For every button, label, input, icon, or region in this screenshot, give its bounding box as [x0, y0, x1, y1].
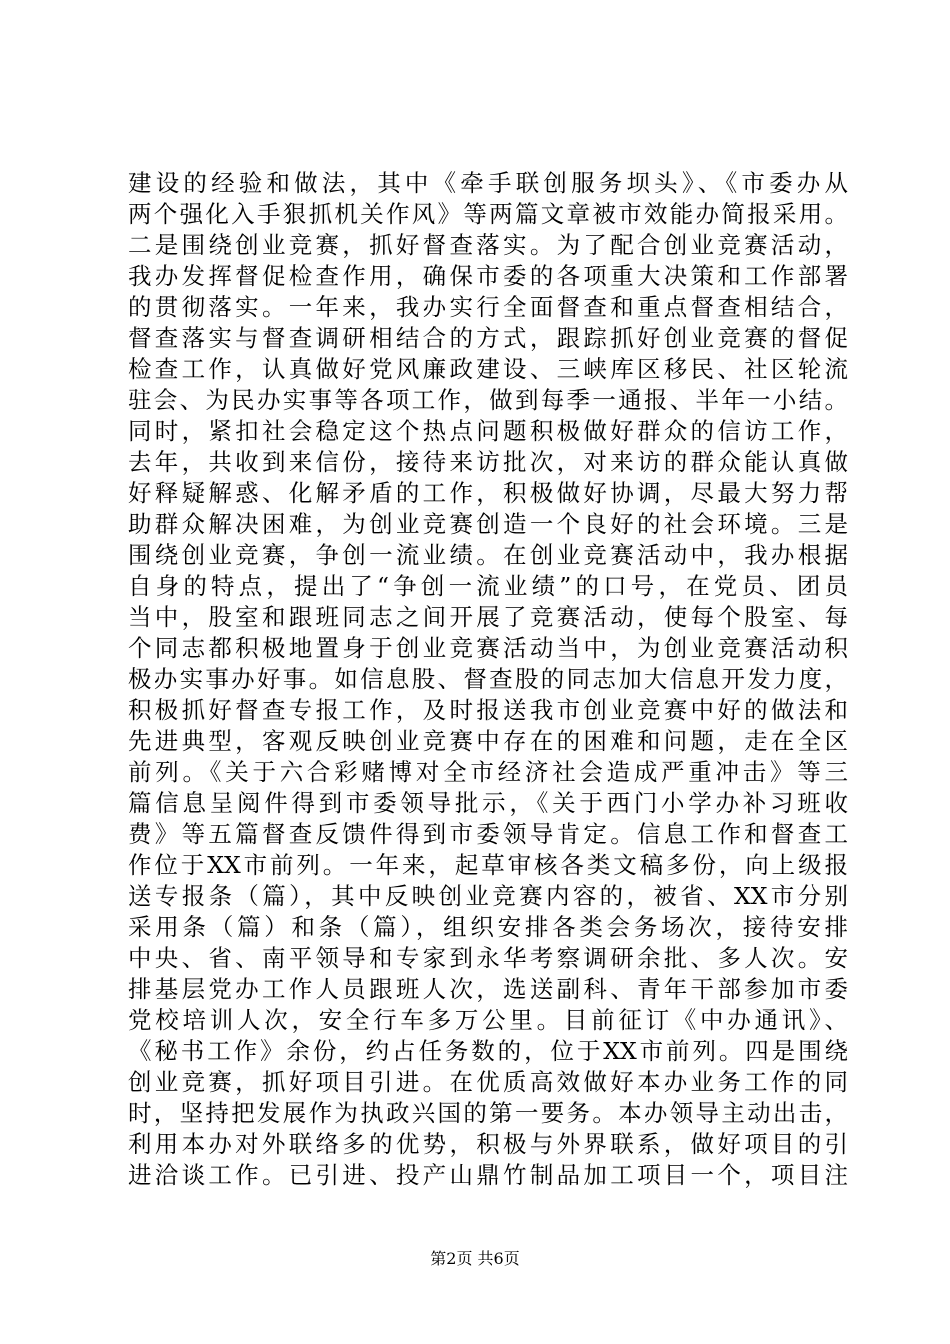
page-number: 第2页 共6页: [430, 1249, 520, 1268]
text-line: 采用条（篇）和条（篇），组织安排各类会务场次，接待安排: [128, 913, 848, 941]
text-line: 时，坚持把发展作为执政兴国的第一要务。本办领导主动出击，: [128, 1099, 848, 1127]
text-line: 送专报条（篇），其中反映创业竞赛内容的，被省、XX市分别: [128, 882, 848, 910]
text-line: 围绕创业竞赛，争创一流业绩。在创业竞赛活动中，我办根据: [128, 541, 848, 569]
text-line: 驻会、为民办实事等各项工作，做到每季一通报、半年一小结。: [128, 386, 848, 414]
text-line: 好释疑解惑、化解矛盾的工作，积极做好协调，尽最大努力帮: [128, 479, 848, 507]
text-line: 篇信息呈阅件得到市委领导批示，《关于西门小学办补习班收: [128, 789, 848, 817]
text-line: 同时，紧扣社会稳定这个热点问题积极做好群众的信访工作，: [128, 417, 848, 445]
text-line: 极办实事办好事。如信息股、督查股的同志加大信息开发力度，: [128, 665, 848, 693]
text-line: 建设的经验和做法，其中《牵手联创服务坝头》、《市委办从: [128, 169, 848, 197]
text-line: 排基层党办工作人员跟班人次，选送副科、青年干部参加市委: [128, 975, 848, 1003]
page-footer: [0, 1249, 950, 1269]
text-line: 中央、省、南平领导和专家到永华考察调研余批、多人次。安: [128, 944, 848, 972]
text-line: 党校培训人次，安全行车多万公里。目前征订《中办通讯》、: [128, 1006, 848, 1034]
text-line: 前列。《关于六合彩赌博对全市经济社会造成严重冲击》等三: [128, 758, 848, 786]
text-line: 两个强化入手狠抓机关作风》等两篇文章被市效能办简报采用。: [128, 200, 848, 228]
text-line: 作位于XX市前列。一年来，起草审核各类文稿多份，向上级报: [128, 851, 848, 879]
text-line: 费》等五篇督查反馈件得到市委领导肯定。信息工作和督查工: [128, 820, 848, 848]
document-body: [128, 168, 848, 1191]
text-line: 创业竞赛，抓好项目引进。在优质高效做好本办业务工作的同: [128, 1068, 848, 1096]
text-line: 先进典型，客观反映创业竞赛中存在的困难和问题，走在全区: [128, 727, 848, 755]
text-line: 助群众解决困难，为创业竞赛创造一个良好的社会环境。三是: [128, 510, 848, 538]
text-line: 督查落实与督查调研相结合的方式，跟踪抓好创业竞赛的督促: [128, 324, 848, 352]
text-line: 去年，共收到来信份，接待来访批次，对来访的群众能认真做: [128, 448, 848, 476]
text-line: 积极抓好督查专报工作，及时报送我市创业竞赛中好的做法和: [128, 696, 848, 724]
text-line: 进洽谈工作。已引进、投产山鼎竹制品加工项目一个，项目注: [128, 1161, 848, 1189]
text-line: 自身的特点，提出了“争创一流业绩”的口号，在党员、团员: [128, 572, 848, 600]
text-line: 检查工作，认真做好党风廉政建设、三峡库区移民、社区轮流: [128, 355, 848, 383]
text-line: 《秘书工作》余份，约占任务数的，位于XX市前列。四是围绕: [128, 1037, 848, 1065]
text-line: 我办发挥督促检查作用，确保市委的各项重大决策和工作部署: [128, 262, 848, 290]
text-line: 个同志都积极地置身于创业竞赛活动当中，为创业竞赛活动积: [128, 634, 848, 662]
text-line: 当中，股室和跟班同志之间开展了竞赛活动，使每个股室、每: [128, 603, 848, 631]
text-line: 的贯彻落实。一年来，我办实行全面督查和重点督查相结合，: [128, 293, 848, 321]
text-line: 二是围绕创业竞赛，抓好督查落实。为了配合创业竞赛活动，: [128, 231, 848, 259]
text-line: 利用本办对外联络多的优势，积极与外界联系，做好项目的引: [128, 1130, 848, 1158]
